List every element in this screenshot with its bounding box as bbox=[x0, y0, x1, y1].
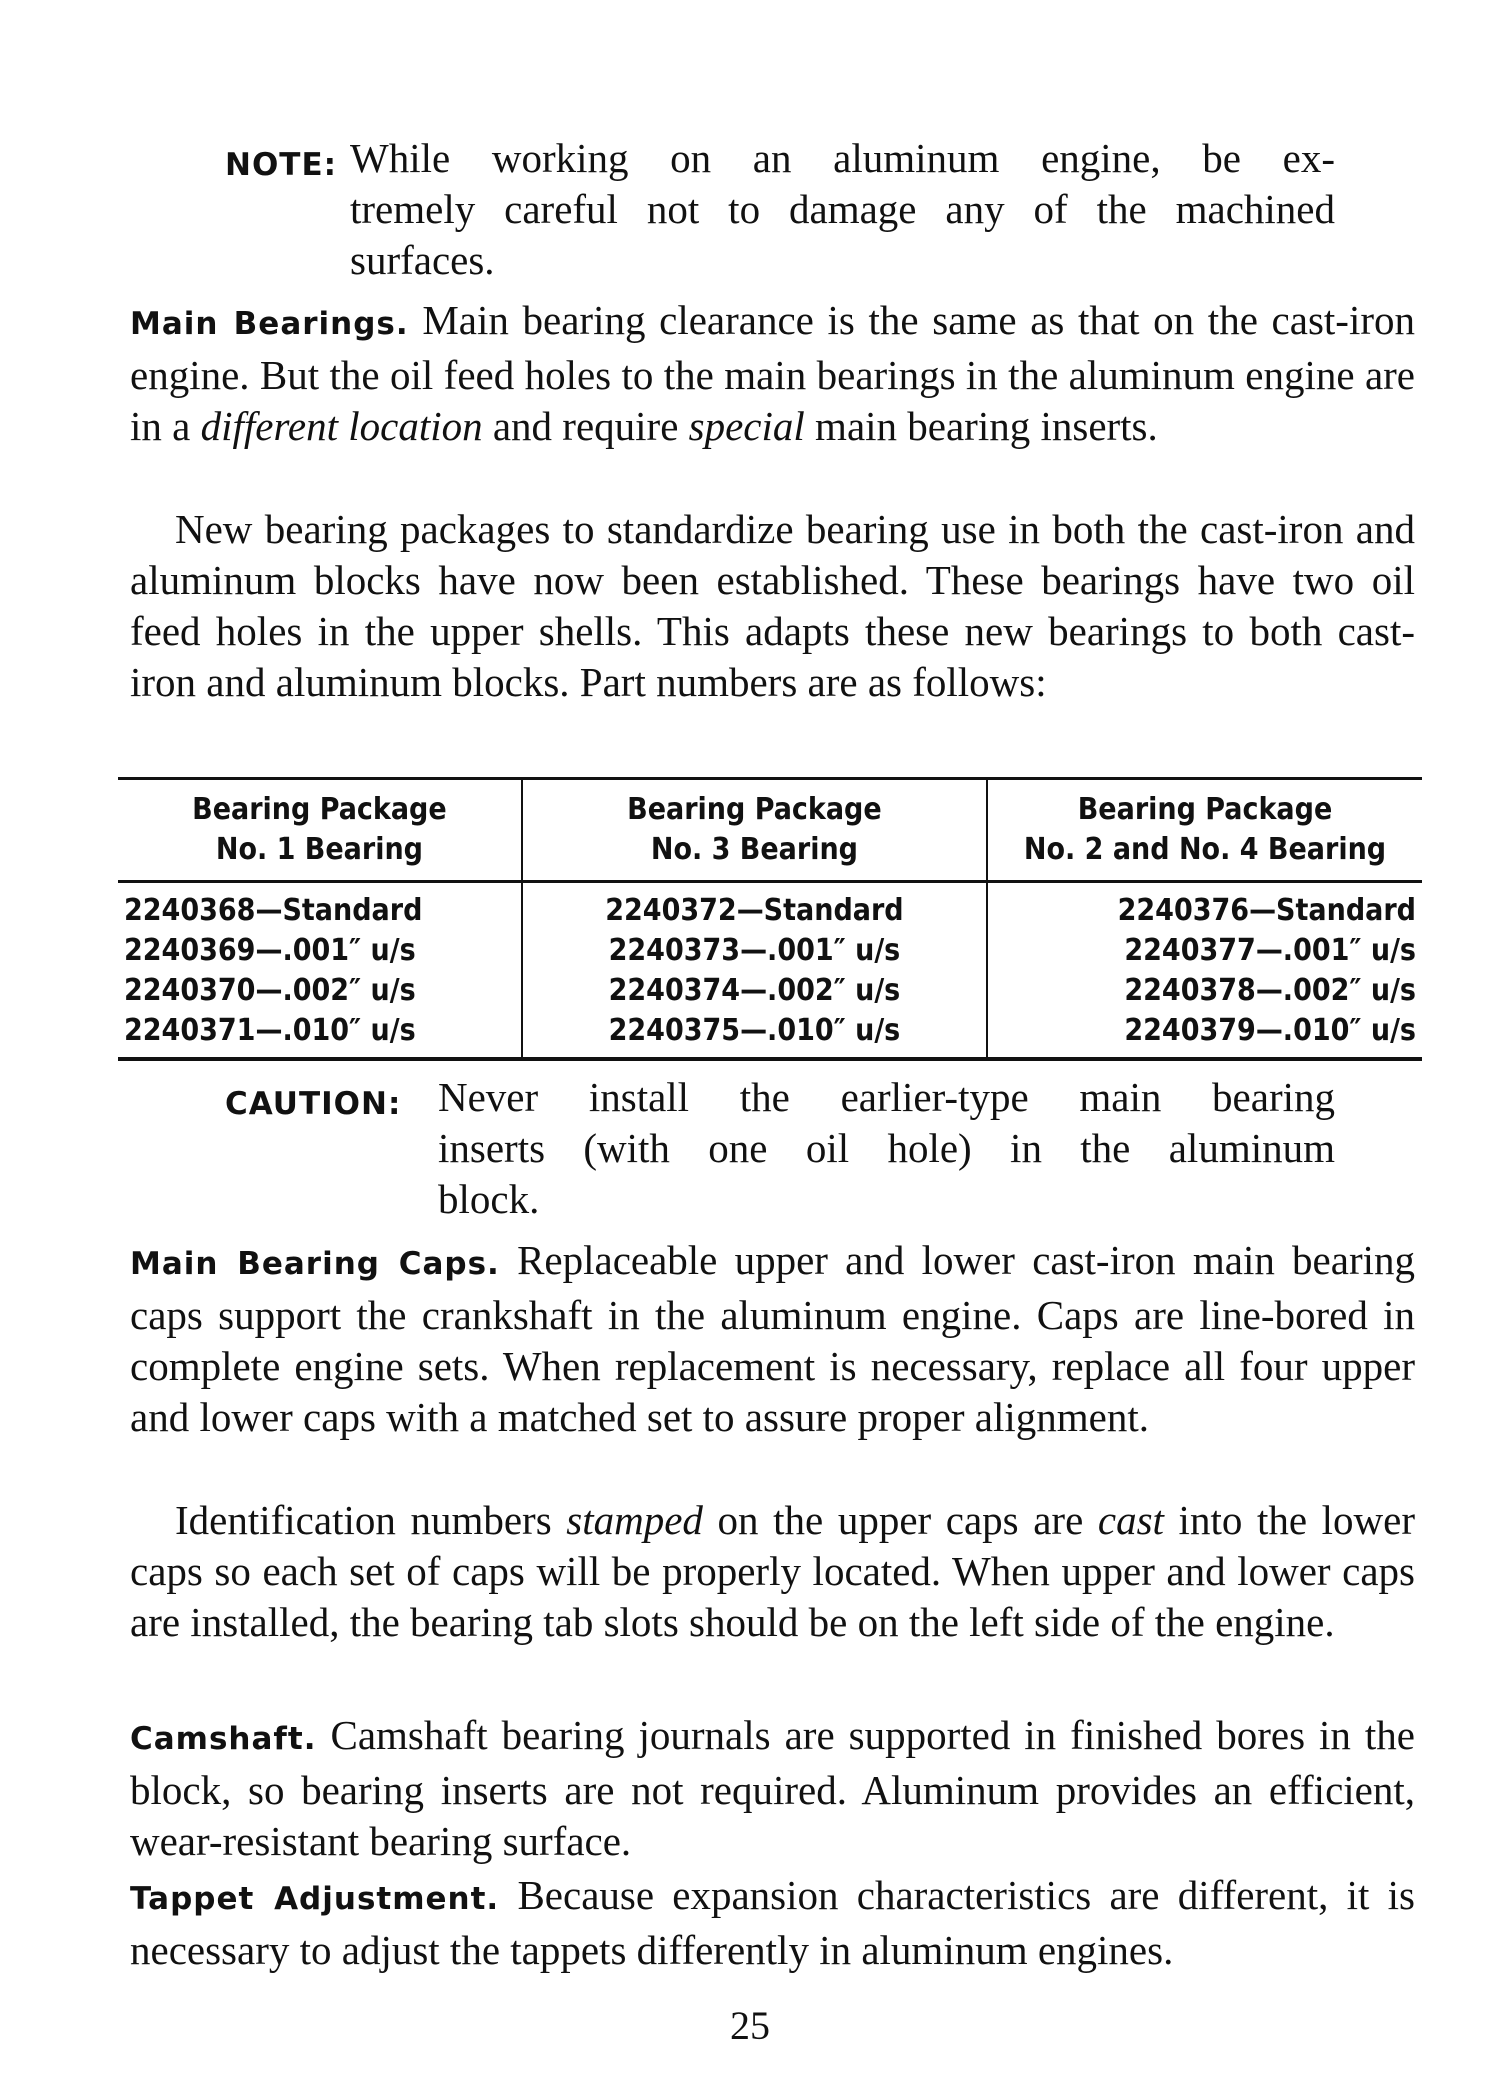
header-line: No. 3 Bearing bbox=[650, 832, 858, 867]
table-cell: 2240373—.001″ u/s bbox=[522, 931, 987, 971]
main-bearings-paragraph bbox=[130, 295, 1415, 452]
table-cell: 2240374—.002″ u/s bbox=[522, 971, 987, 1011]
bearing-caps-heading: Main Bearing Caps. bbox=[130, 1246, 500, 1282]
page-number: 25 bbox=[730, 2003, 770, 2048]
note-line: surfaces. bbox=[350, 237, 495, 283]
emphasis-cast: cast bbox=[1097, 1497, 1164, 1543]
table-cell: 2240368—Standard bbox=[124, 893, 423, 928]
note-line: tremely careful not to damage any of the machined bbox=[350, 186, 1335, 232]
emphasis-stamped: stamped bbox=[566, 1497, 703, 1543]
tappet-paragraph bbox=[130, 1870, 1415, 1976]
main-bearings-text: and require bbox=[482, 403, 689, 449]
table-row bbox=[118, 882, 1422, 932]
bearing-packages-paragraph: New bearing packages to standardize bearing use in both the cast-iron and aluminum blocks have now been established. These bearings have two oil feed holes in the upper shells. This adapts these new bearings to both cast-iron and aluminum blocks. Part numbers are as follows: bbox=[130, 506, 1415, 705]
header-line: Bearing Package bbox=[192, 792, 447, 827]
table-row bbox=[118, 931, 1422, 971]
camshaft-paragraph bbox=[130, 1710, 1415, 1867]
identification-text: Identification numbers bbox=[175, 1497, 567, 1543]
table-cell: 2240372—Standard bbox=[522, 882, 987, 932]
identification-text: on the upper caps are bbox=[702, 1497, 1098, 1543]
main-bearings-text: Main bearing clearance is the same as that on the cast-iron engine. But the oil feed holes to the main bearings in the aluminum engine are in a bbox=[130, 297, 1416, 449]
column-header bbox=[987, 779, 1422, 882]
camshaft-text: Camshaft bearing journals are supported in finished bores in the block, so bearing inserts are not required. Aluminum provides an efficient, wear-resistant bearing surface. bbox=[130, 1712, 1415, 1864]
column-header bbox=[522, 779, 987, 882]
caution-block bbox=[225, 1072, 1335, 1232]
column-header bbox=[118, 779, 522, 882]
table-cell: 2240376—Standard bbox=[1117, 893, 1416, 928]
bearing-caps-text: Replaceable upper and lower cast-iron main bearing caps support the crankshaft in the aluminum engine. Caps are line-bored in complete engine sets. When replacement is necessary, replace all four upper and lower caps with a matched set to assure proper alignment. bbox=[130, 1237, 1415, 1440]
caution-text bbox=[438, 1072, 1335, 1225]
caution-label: CAUTION: bbox=[225, 1086, 402, 1122]
note-label: NOTE: bbox=[225, 147, 338, 183]
tappet-text: Because expansion characteristics are different, it is necessary to adjust the tappets differently in aluminum engines. bbox=[130, 1872, 1415, 1973]
table-cell: 2240370—.002″ u/s bbox=[124, 973, 416, 1008]
caution-line: block. bbox=[438, 1176, 540, 1222]
table-header-row bbox=[118, 779, 1422, 882]
header-line: Bearing Package bbox=[627, 792, 882, 827]
caution-line: inserts (with one oil hole) in the aluminum bbox=[438, 1125, 1335, 1171]
table-row bbox=[118, 1011, 1422, 1059]
camshaft-heading: Camshaft. bbox=[130, 1721, 317, 1757]
emphasis-different-location: different location bbox=[200, 403, 483, 449]
tappet-heading: Tappet Adjustment. bbox=[130, 1881, 500, 1917]
emphasis-special: special bbox=[688, 403, 805, 449]
identification-paragraph bbox=[130, 1495, 1415, 1648]
table-cell: 2240379—.010″ u/s bbox=[1124, 1013, 1416, 1048]
header-line: No. 1 Bearing bbox=[215, 832, 423, 867]
note-block bbox=[225, 133, 1335, 293]
header-line: No. 2 and No. 4 Bearing bbox=[1023, 832, 1387, 867]
caution-line: Never install the earlier-type main bearing bbox=[438, 1074, 1335, 1120]
table-row bbox=[118, 971, 1422, 1011]
table-cell: 2240369—.001″ u/s bbox=[124, 933, 416, 968]
bearing-caps-paragraph bbox=[130, 1235, 1415, 1443]
bearing-package-table bbox=[118, 777, 1422, 1061]
main-bearings-heading: Main Bearings. bbox=[130, 306, 409, 342]
main-bearings-text: main bearing inserts. bbox=[804, 403, 1158, 449]
table-cell: 2240377—.001″ u/s bbox=[1124, 933, 1416, 968]
table-cell: 2240375—.010″ u/s bbox=[522, 1011, 987, 1059]
note-line: While working on an aluminum engine, be ex- bbox=[350, 135, 1335, 181]
table-cell: 2240378—.002″ u/s bbox=[1124, 973, 1416, 1008]
header-line: Bearing Package bbox=[1077, 792, 1333, 827]
identification-text: into the lower caps so each set of caps will be properly located. When upper and lower caps are installed, the bearing tab slots should be on the left side of the engine. bbox=[130, 1497, 1415, 1645]
table-cell: 2240371—.010″ u/s bbox=[124, 1013, 416, 1048]
note-text bbox=[350, 133, 1335, 286]
